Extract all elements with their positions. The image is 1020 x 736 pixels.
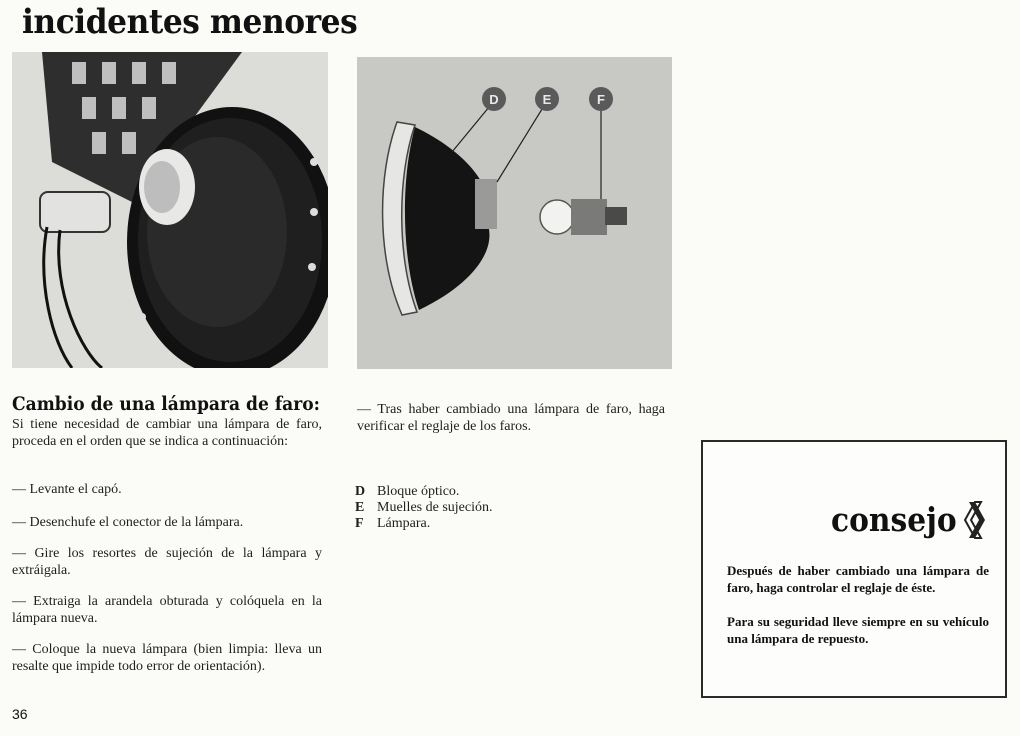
section-heading: Cambio de una lámpara de faro:: [12, 393, 320, 415]
headlamp-photo: [12, 52, 328, 368]
legend-key: D: [355, 484, 366, 499]
step-3: — Gire los resortes de sujeción de la lámpara y extráigala.: [12, 546, 322, 578]
legend-item-f: [355, 515, 430, 532]
callout-e: E: [542, 92, 552, 107]
advice-box: [701, 440, 1007, 698]
callout-f: F: [597, 92, 605, 107]
page-title: incidentes menores: [22, 2, 358, 42]
page-number: 36: [12, 706, 28, 722]
adjustment-note: — Tras haber cambiado una lámpara de faro, haga verificar el reglaje de los faros.: [357, 402, 665, 434]
legend-item-d: [355, 483, 459, 500]
legend-item-e: [355, 499, 492, 516]
legend-label: Bloque óptico.: [377, 484, 460, 499]
advice-title: consejo: [831, 500, 957, 539]
advice-paragraph-1: Después de haber cambiado una lámpara de faro, haga controlar el reglaje de éste.: [727, 563, 989, 595]
legend-label: Lámpara.: [377, 516, 431, 531]
advice-paragraph-2: Para su seguridad lleve siempre en su vehículo una lámpara de repuesto.: [727, 614, 989, 646]
legend-key: F: [355, 516, 364, 531]
intro-paragraph: Si tiene necesidad de cambiar una lámpara de faro, proceda en el orden que se indica a continuación:: [12, 417, 322, 449]
headlamp-parts-diagram: [357, 57, 672, 369]
step-1: — Levante el capó.: [12, 482, 122, 497]
legend-label: Muelles de sujeción.: [377, 500, 493, 515]
legend-key: E: [355, 500, 365, 515]
step-2: — Desenchufe el conector de la lámpara.: [12, 515, 244, 530]
renault-logo-icon: [959, 500, 991, 540]
step-5: — Coloque la nueva lámpara (bien limpia: lleva un resalte que impide todo error de orientación).: [12, 642, 322, 674]
step-4: — Extraiga la arandela obturada y colóquela en la lámpara nueva.: [12, 594, 322, 626]
callout-d: D: [489, 92, 499, 107]
